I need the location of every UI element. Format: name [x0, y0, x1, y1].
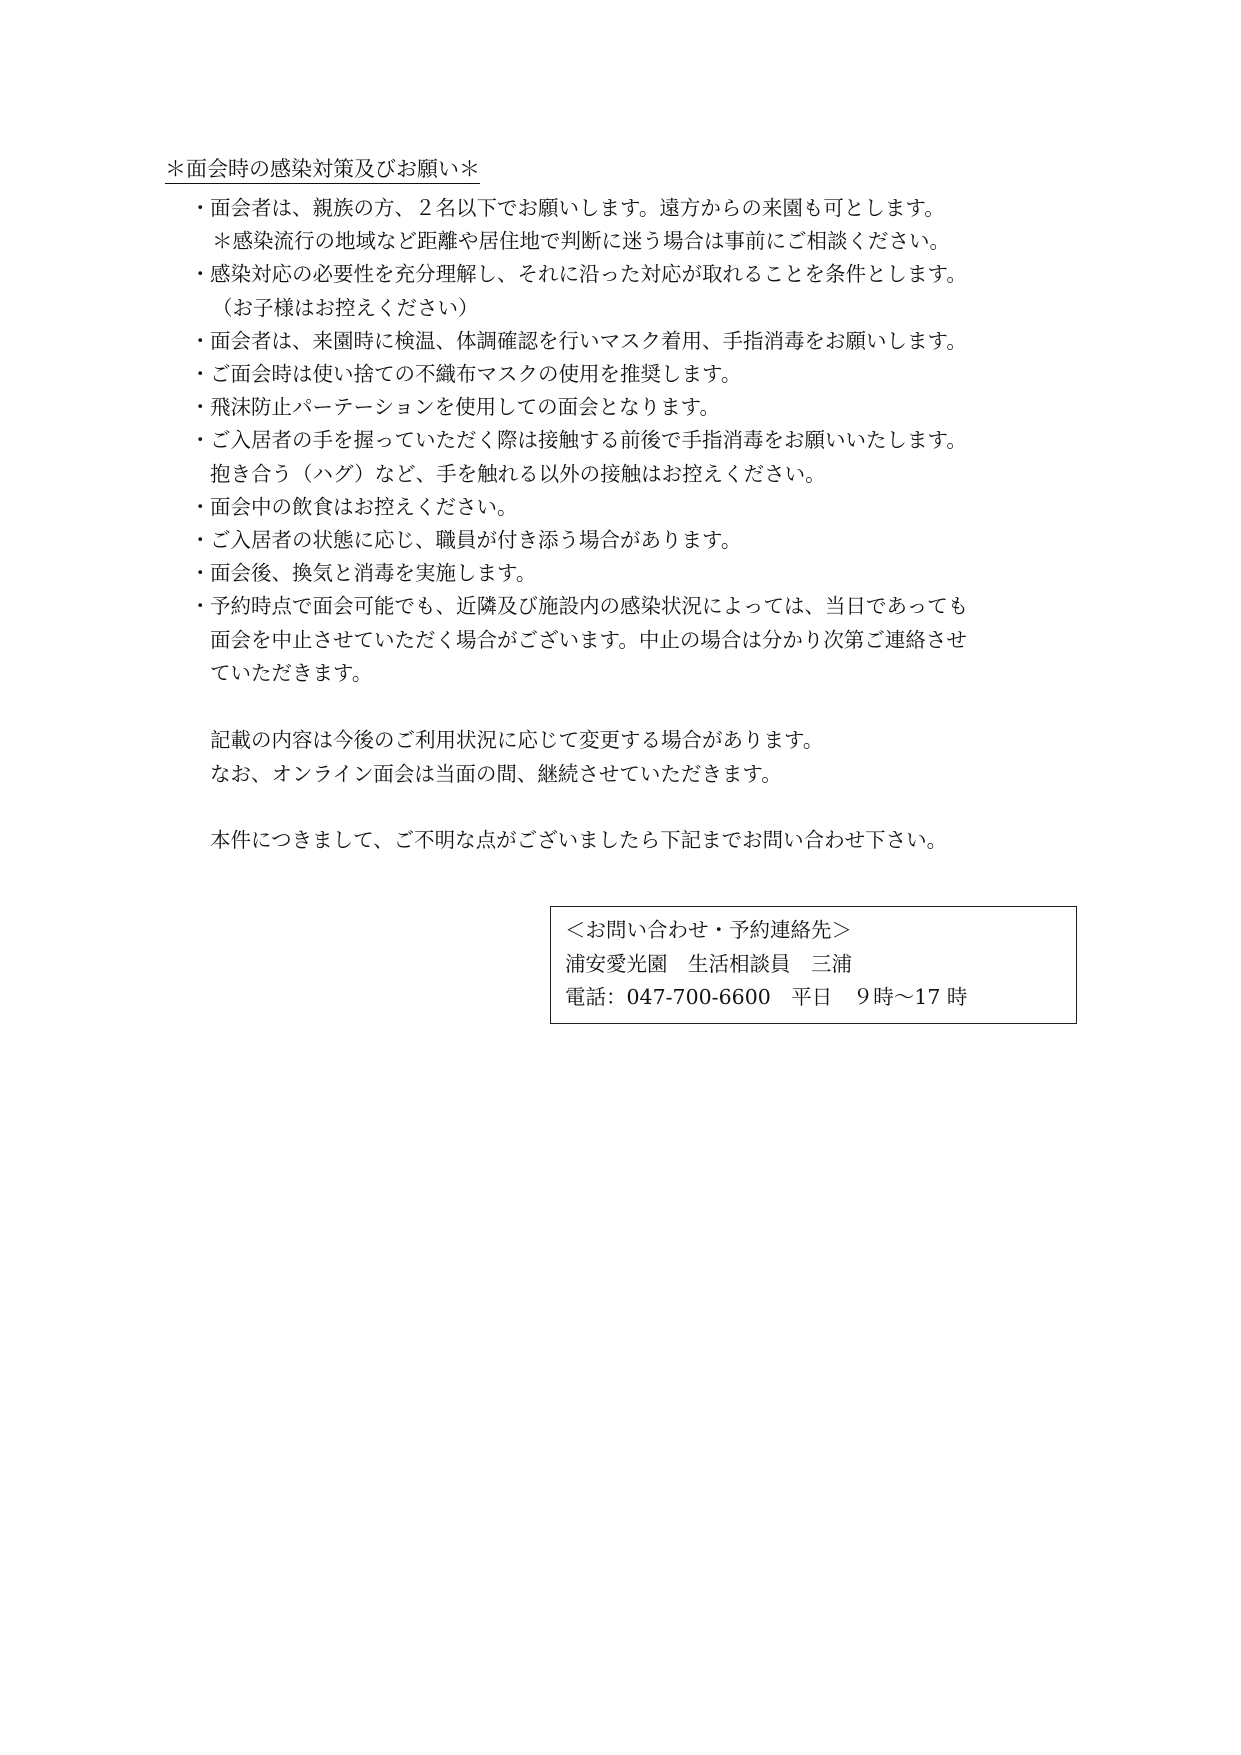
bullet-mark: ・	[190, 328, 211, 353]
bullet-mark: ・	[190, 395, 211, 420]
bullet-mark: ・	[190, 594, 211, 619]
guideline-list	[190, 192, 1090, 690]
list-item-text: ご入居者の手を握っていただく際は接触する前後で手指消毒をお願いいたします。	[210, 428, 967, 453]
bullet-mark: ・	[190, 561, 211, 586]
change-notice-text: 記載の内容は今後のご利用状況に応じて変更する場合があります。	[210, 728, 824, 752]
list-item-subtext: 面会を中止させていただく場合がございます。中止の場合は分かり次第ご連絡させ	[210, 627, 967, 652]
section-heading: ＊面会時の感染対策及びお願い＊	[165, 156, 480, 184]
list-item-text: ご入居者の状態に応じ、職員が付き添う場合があります。	[210, 528, 742, 553]
bullet-mark: ・	[190, 428, 211, 453]
bullet-mark: ・	[190, 262, 211, 287]
contact-person: 浦安愛光園 生活相談員 三浦	[565, 951, 852, 976]
contact-title: ＜お問い合わせ・予約連絡先＞	[565, 918, 852, 942]
list-item	[190, 424, 1090, 490]
list-item-text: 面会者は、来園時に検温、体調確認を行いマスク着用、手指消毒をお願いします。	[210, 328, 967, 353]
list-item-text: 面会中の飲食はお控えください。	[210, 494, 518, 519]
list-item	[190, 325, 1090, 358]
list-item-subtext: ていただきます。	[210, 660, 373, 685]
list-item	[190, 590, 1090, 690]
inquiry-notice-text: 本件につきまして、ご不明な点がございましたら下記までお問い合わせ下さい。	[210, 828, 948, 852]
list-item	[190, 557, 1090, 590]
list-item	[190, 391, 1090, 424]
list-item-text: 予約時点で面会可能でも、近隣及び施設内の感染状況によっては、当日であっても	[210, 594, 969, 619]
list-item	[190, 258, 1090, 324]
contact-phone: 電話：047-700-6600 平日 ９時～17 時	[565, 985, 968, 1009]
list-item-text: 面会後、換気と消毒を実施します。	[210, 561, 537, 586]
list-item-text: 感染対応の必要性を充分理解し、それに沿った対応が取れることを条件とします。	[210, 262, 967, 287]
bullet-mark: ・	[190, 494, 211, 519]
bullet-mark: ・	[190, 528, 211, 553]
contact-info-box	[550, 906, 1077, 1024]
online-notice-text: なお、オンライン面会は当面の間、継続させていただきます。	[210, 762, 782, 786]
list-item-text: 飛沫防止パーテーションを使用しての面会となります。	[210, 395, 721, 420]
bullet-mark: ・	[190, 362, 211, 387]
list-item-text: 面会者は、親族の方、２名以下でお願いします。遠方からの来園も可とします。	[210, 196, 945, 220]
list-item	[190, 524, 1090, 557]
list-item	[190, 192, 1090, 258]
list-item-subtext: （お子様はお控えください）	[212, 295, 479, 320]
bullet-mark: ・	[190, 196, 211, 220]
list-item	[190, 358, 1090, 391]
list-item-subtext: 抱き合う（ハグ）など、手を触れる以外の接触はお控えください。	[210, 461, 826, 486]
list-item-subtext: ＊感染流行の地域など距離や居住地で判断に迷う場合は事前にご相談ください。	[212, 229, 950, 254]
list-item-text: ご面会時は使い捨ての不織布マスクの使用を推奨します。	[210, 362, 742, 387]
list-item	[190, 491, 1090, 524]
